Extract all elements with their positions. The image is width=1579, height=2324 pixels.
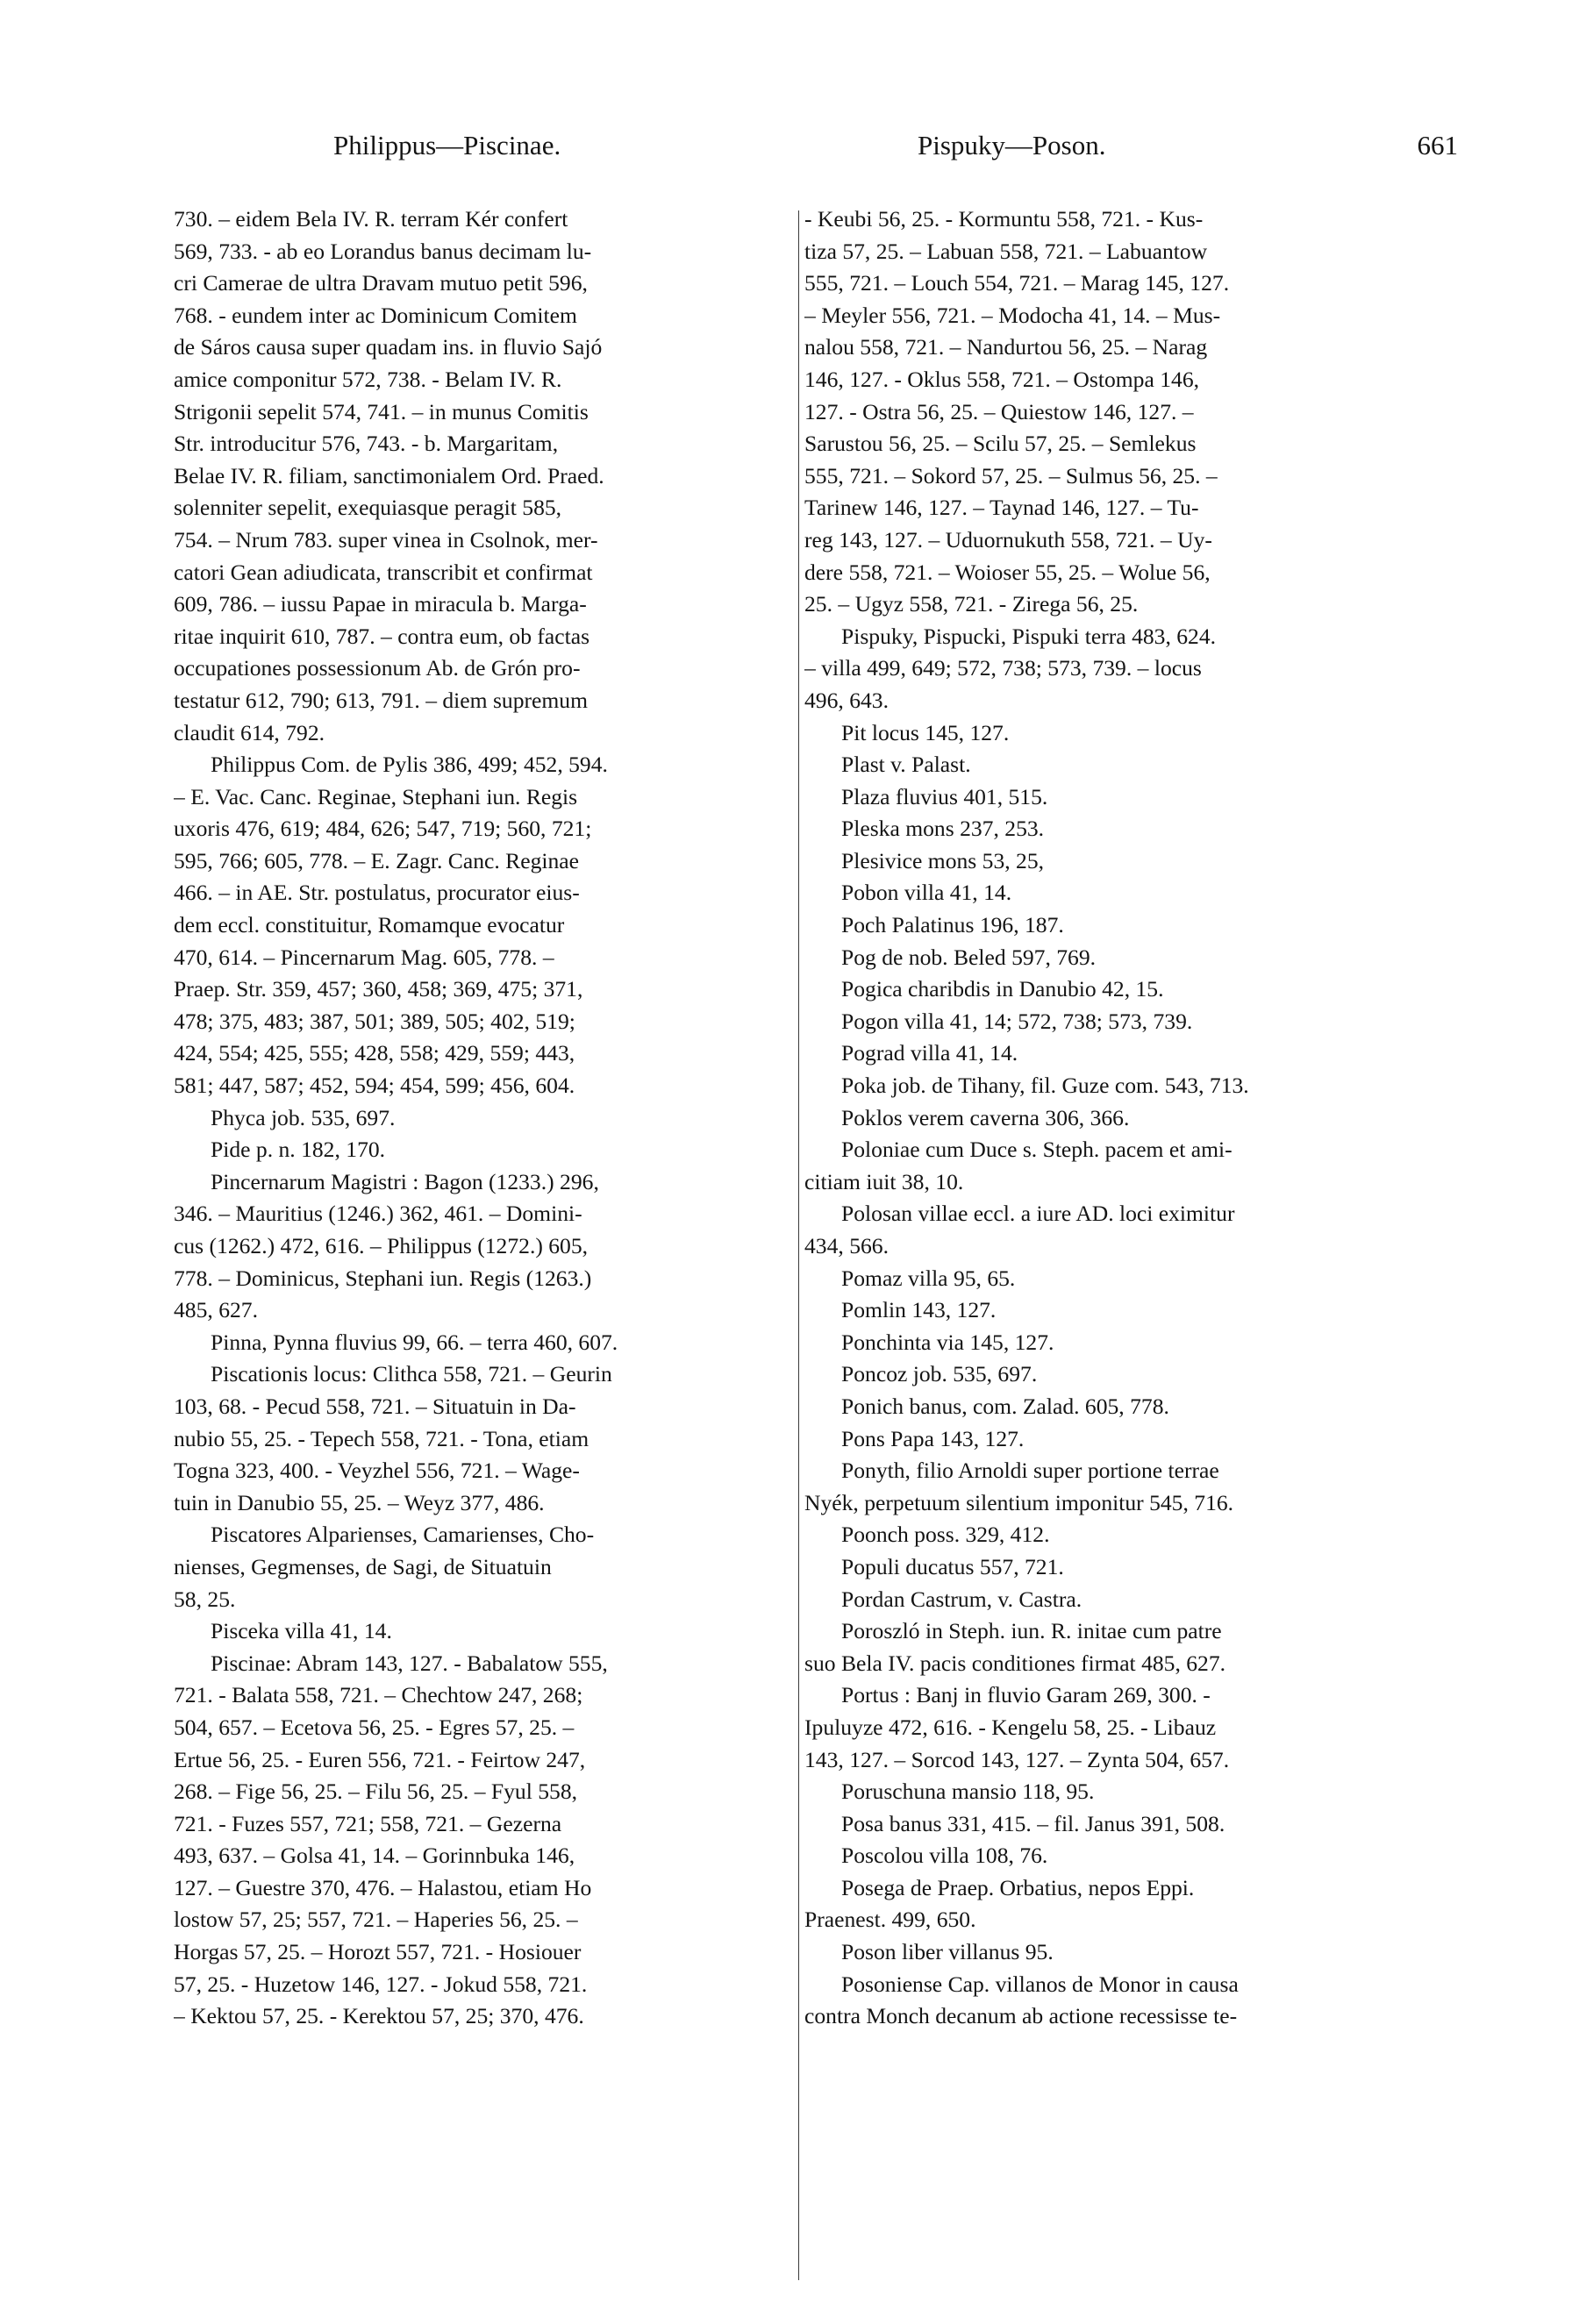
text-line: occupationes possessionum Ab. de Grón pro- [174,655,581,681]
text-line: Ertue 56, 25. - Euren 556, 721. - Feirtow 247, [174,1746,586,1772]
text-line: Praenest. 499, 650. [804,1907,976,1933]
text-line: Pincernarum Magistri : Bagon (1233.) 296, [211,1168,599,1194]
text-line: 485, 627. [174,1297,258,1323]
text-line: Pleska mons 237, 253. [841,816,1045,842]
text-line: 555, 721. – Louch 554, 721. – Marag 145, 127. [804,270,1230,296]
text-line: 730. – eidem Bela IV. R. terram Kér confert [174,206,568,232]
text-line: Poscolou villa 108, 76. [841,1843,1048,1869]
text-line: Polosan villae eccl. a iure AD. loci eximitur [841,1201,1235,1227]
text-line: 424, 554; 425, 555; 428, 558; 429, 559; 443, [174,1040,575,1066]
text-line: Sarustou 56, 25. – Scilu 57, 25. – Semlekus [804,431,1197,457]
text-line: 25. – Ugyz 558, 721. - Zirega 56, 25. [804,591,1139,617]
text-line: 57, 25. - Huzetow 146, 127. - Jokud 558, 721. [174,1971,588,1997]
text-line: Poroszló in Steph. iun. R. initae cum patre [841,1618,1222,1644]
text-line: – Meyler 556, 721. – Modocha 41, 14. – Mus- [804,302,1221,328]
text-line: citiam iuit 38, 10. [804,1168,964,1194]
text-line: Pide p. n. 182, 170. [211,1137,386,1163]
text-line: 478; 375, 483; 387, 501; 389, 505; 402, 519; [174,1008,575,1034]
text-line: – E. Vac. Canc. Reginae, Stephani iun. Regis [174,783,578,809]
text-line: lostow 57, 25; 557, 721. – Haperies 56, 25. – [174,1907,578,1933]
text-line: Poruschuna mansio 118, 95. [841,1779,1095,1805]
text-line: Pomaz villa 95, 65. [841,1265,1016,1291]
text-line: 346. – Mauritius (1246.) 362, 461. – Domini- [174,1201,582,1227]
text-line: Str. introducitur 576, 743. - b. Margaritam, [174,431,559,457]
text-line: Poonch poss. 329, 412. [841,1522,1050,1548]
text-line: 493, 637. – Golsa 41, 14. – Gorinnbuka 146, [174,1843,575,1869]
text-line: Pogon villa 41, 14; 572, 738; 573, 739. [841,1008,1193,1034]
text-line: Plesivice mons 53, 25, [841,847,1045,873]
text-line: dere 558, 721. – Woioser 55, 25. – Wolue 56, [804,559,1211,585]
text-line: Poklos verem caverna 306, 366. [841,1104,1130,1130]
text-line: 103, 68. - Pecud 558, 721. – Situatuin in Da- [174,1393,576,1419]
text-line: 595, 766; 605, 778. – E. Zagr. Canc. Reginae [174,847,580,873]
text-line: 470, 614. – Pincernarum Mag. 605, 778. – [174,944,554,970]
text-line: 721. - Balata 558, 721. – Chechtow 247, 268; [174,1682,583,1708]
text-line: Pisceka villa 41, 14. [211,1618,392,1644]
text-line: Piscinae: Abram 143, 127. - Babalatow 555, [211,1650,608,1676]
text-line: Pinna, Pynna fluvius 99, 66. – terra 460, 607. [211,1329,618,1355]
text-line: ritae inquirit 610, 787. – contra eum, ob factas [174,623,590,649]
text-line: solenniter sepelit, exequiasque peragit 585, [174,495,562,521]
right-column [804,203,1479,2033]
text-line: Posoniense Cap. villanos de Monor in causa [841,1971,1239,1997]
text-line: uxoris 476, 619; 484, 626; 547, 719; 560, 721; [174,816,592,842]
text-line: cri Camerae de ultra Dravam mutuo petit 596, [174,270,588,296]
text-line: 555, 721. – Sokord 57, 25. – Sulmus 56, 25. – [804,462,1218,488]
text-line: Ponyth, filio Arnoldi super portione terrae [841,1458,1219,1484]
text-line: 146, 127. - Oklus 558, 721. – Ostompa 146, [804,366,1200,392]
running-header [333,130,1458,168]
text-line: Plaza fluvius 401, 515. [841,783,1048,809]
text-line: Pons Papa 143, 127. [841,1425,1025,1451]
text-line: Philippus Com. de Pylis 386, 499; 452, 594. [211,752,608,778]
text-line: Horgas 57, 25. – Horozt 557, 721. - Hosiouer [174,1939,582,1965]
text-line: 504, 657. – Ecetova 56, 25. - Egres 57, 25. – [174,1714,575,1740]
text-line: catori Gean adiudicata, transcribit et confirmat [174,559,593,585]
text-line: Ponich banus, com. Zalad. 605, 778. [841,1393,1169,1419]
text-line: Portus : Banj in fluvio Garam 269, 300. - [841,1682,1211,1708]
page-number: 661 [1417,130,1458,160]
text-line: Pordan Castrum, v. Castra. [841,1586,1082,1612]
text-line: Phyca job. 535, 697. [211,1104,396,1130]
text-line: Posega de Praep. Orbatius, nepos Eppi. [841,1874,1195,1900]
text-line: Ponchinta via 145, 127. [841,1329,1054,1355]
text-line: nalou 558, 721. – Nandurtou 56, 25. – Narag [804,334,1208,360]
text-line: 268. – Fige 56, 25. – Filu 56, 25. – Fyul 558, [174,1779,578,1805]
text-line: Pogica charibdis in Danubio 42, 15. [841,976,1164,1002]
text-line: Posa banus 331, 415. – fil. Janus 391, 508. [841,1810,1225,1836]
text-line: Nyék, perpetuum silentium imponitur 545, 716. [804,1489,1234,1515]
text-line: testatur 612, 790; 613, 791. – diem supremum [174,687,589,713]
text-line: nienses, Gegmenses, de Sagi, de Situatuin [174,1553,552,1579]
text-line: Pobon villa 41, 14. [841,880,1012,906]
text-line: Pispuky, Pispucki, Pispuki terra 483, 624. [841,623,1217,649]
text-line: Poka job. de Tihany, fil. Guze com. 543, 713. [841,1073,1249,1099]
text-line: 768. - eundem inter ac Dominicum Comitem [174,302,577,328]
header-right-range: Pispuky—Poson. [918,130,1106,160]
text-line: Poncoz job. 535, 697. [841,1361,1038,1387]
text-line: 434, 566. [804,1233,889,1258]
text-line: Ipuluyze 472, 616. - Kengelu 58, 25. - Libauz [804,1714,1217,1740]
text-line: cus (1262.) 472, 616. – Philippus (1272.) 605, [174,1233,589,1258]
text-line: Pit locus 145, 127. [841,719,1010,745]
text-line: 127. - Ostra 56, 25. – Quiestow 146, 127. – [804,398,1194,424]
text-line: tiza 57, 25. – Labuan 558, 721. – Labuantow [804,238,1208,264]
text-line: 466. – in AE. Str. postulatus, procurator eius- [174,880,580,906]
text-line: contra Monch decanum ab actione recessisse te- [804,2003,1238,2029]
text-line: Tarinew 146, 127. – Taynad 146, 127. – Tu- [804,495,1199,521]
text-line: 127. – Guestre 370, 476. – Halastou, etiam Ho [174,1874,592,1900]
text-line: 569, 733. - ab eo Lorandus banus decimam lu- [174,238,592,264]
text-line: Praep. Str. 359, 457; 360, 458; 369, 475; 371, [174,976,583,1002]
text-line: Belae IV. R. filiam, sanctimonialem Ord. Praed. [174,462,604,488]
text-line: – Kektou 57, 25. - Kerektou 57, 25; 370, 476. [174,2003,584,2029]
text-line: - Keubi 56, 25. - Kormuntu 558, 721. - Kus- [804,206,1204,232]
text-line: 721. - Fuzes 557, 721; 558, 721. – Gezerna [174,1810,562,1836]
column-divider [798,210,799,2280]
text-line: claudit 614, 792. [174,719,325,745]
text-line: Pomlin 143, 127. [841,1297,997,1323]
text-line: Poloniae cum Duce s. Steph. pacem et ami- [841,1137,1232,1163]
text-line: dem eccl. constituitur, Romamque evocatur [174,912,565,938]
text-line: – villa 499, 649; 572, 738; 573, 739. – locus [804,655,1202,681]
text-line: Poch Palatinus 196, 187. [841,912,1064,938]
text-line: 58, 25. [174,1586,236,1612]
text-line: 754. – Nrum 783. super vinea in Csolnok, mer- [174,526,598,552]
text-line: Poson liber villanus 95. [841,1939,1054,1965]
left-column [174,203,791,2033]
text-line: 581; 447, 587; 452, 594; 454, 599; 456, 604. [174,1073,575,1099]
text-line: tuin in Danubio 55, 25. – Weyz 377, 486. [174,1489,545,1515]
header-left-range: Philippus—Piscinae. [333,130,561,160]
text-line: de Sáros causa super quadam ins. in fluvio Sajó [174,334,603,360]
text-line: Plast v. Palast. [841,752,971,778]
text-line: Strigonii sepelit 574, 741. – in munus Comitis [174,398,589,424]
text-line: nubio 55, 25. - Tepech 558, 721. - Tona, etiam [174,1425,589,1451]
text-line: Piscatores Alparienses, Camarienses, Cho- [211,1522,595,1548]
text-line: Togna 323, 400. - Veyzhel 556, 721. – Wage- [174,1458,580,1484]
text-line: Populi ducatus 557, 721. [841,1553,1064,1579]
text-line: 609, 786. – iussu Papae in miracula b. Marga- [174,591,587,617]
text-line: reg 143, 127. – Uduornukuth 558, 721. – Uy- [804,526,1212,552]
text-line: 778. – Dominicus, Stephani iun. Regis (1263.) [174,1265,592,1291]
text-line: 496, 643. [804,687,889,713]
text-line: Pograd villa 41, 14. [841,1040,1018,1066]
text-line: Piscationis locus: Clithca 558, 721. – Geurin [211,1361,612,1387]
text-line: amice componitur 572, 738. - Belam IV. R. [174,366,562,392]
text-line: 143, 127. – Sorcod 143, 127. – Zynta 504, 657. [804,1746,1230,1772]
text-line: suo Bela IV. pacis conditiones firmat 485, 627. [804,1650,1226,1676]
text-line: Pog de nob. Beled 597, 769. [841,944,1097,970]
